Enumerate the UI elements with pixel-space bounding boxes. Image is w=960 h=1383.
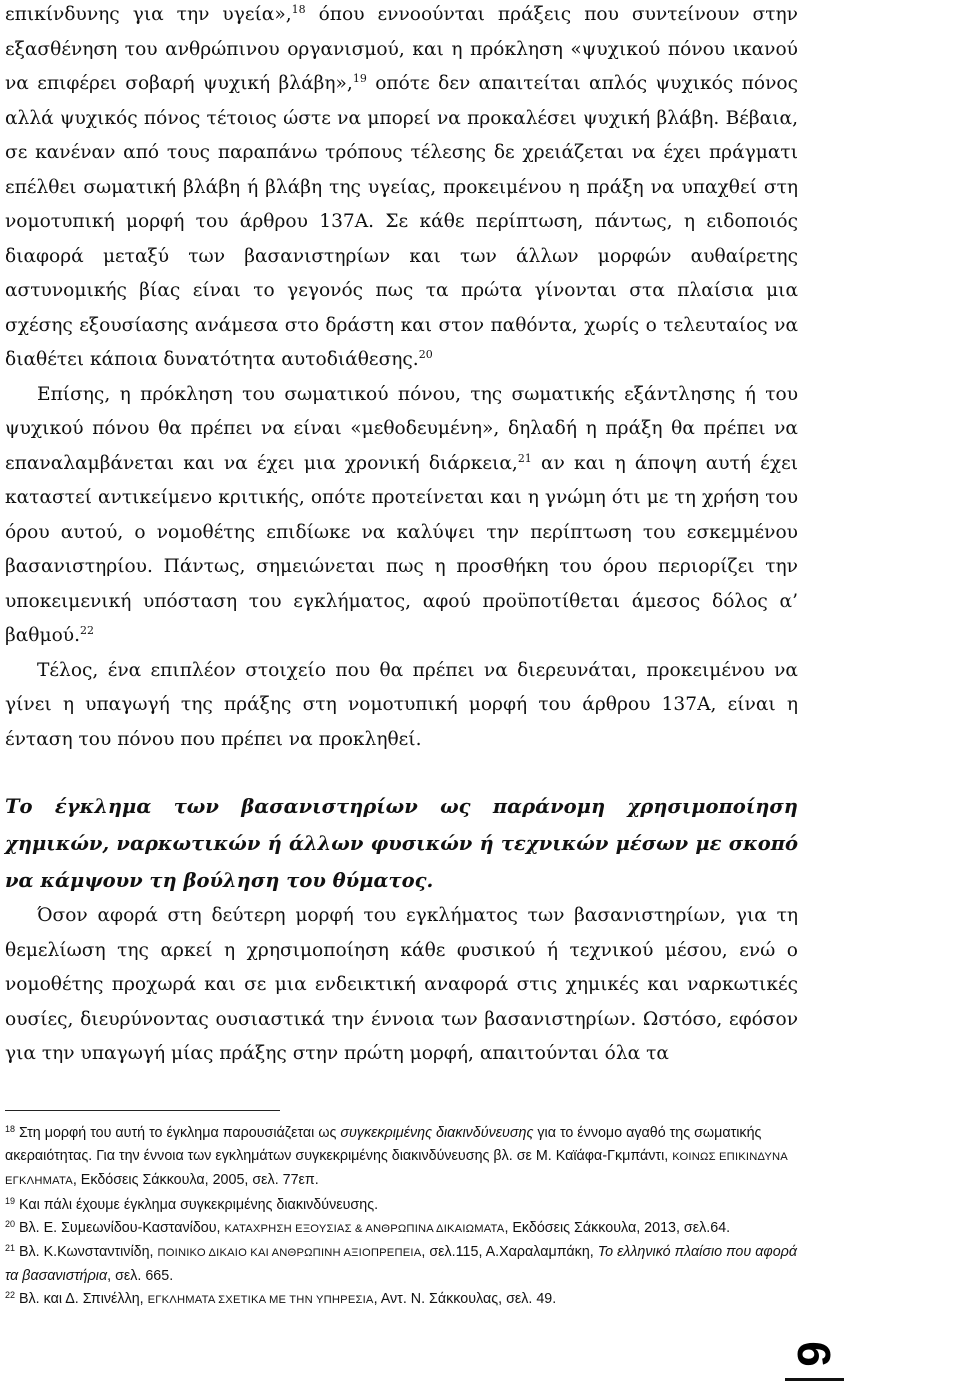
footnote-number: 20 [5,1218,16,1229]
footnote-book-title: ΠΟΙΝΙΚΟ ΔΙΚΑΙΟ ΚΑΙ ΑΝΘΡΩΠΙΝΗ ΑΞΙΟΠΡΕΠΕΙΑ [157,1247,422,1260]
paragraph-1 [5,0,798,378]
footnote-ref-19[interactable]: 19 [352,72,367,85]
footnote-text: , σελ. 665. [107,1268,174,1285]
main-text-continued [5,899,798,1072]
footnote-italic: Το ελληνικό πλαίσιο που αφορά τα βασανιστήρια [5,1244,797,1285]
footnote-text: , σελ.115, Α.Χαραλαμπάκη, [421,1244,598,1261]
footnote-number: 19 [5,1195,16,1206]
footnote-book-title: ΚΑΤΑΧΡΗΣΗ ΕΞΟΥΣΙΑΣ & ΑΝΘΡΩΠΙΝΑ ΔΙΚΑΙΩΜΑΤΑ [224,1222,505,1235]
footnote-text: Βλ. Κ.Κωνσταντινίδη, [15,1244,158,1261]
footnote-number: 21 [5,1243,16,1254]
footnote-number: 18 [5,1124,16,1134]
footnote-ref-18[interactable]: 18 [291,3,306,16]
footnote-text: , Εκδόσεις Σάκκουλα, 2005, σελ. 77επ. [72,1172,319,1189]
paragraph-1-text: όπου εννοούνται πράξεις που συντείνουν στην εξασθένηση του ανθρώπινου οργανισμού, και η πρόκληση «ψυχικού πόνου ικανού να επιφέρει σοβαρή ψυχική βλάβη», [5,4,798,94]
footnote-20 [5,1217,798,1241]
footnote-18 [5,1122,798,1194]
footnote-text: Στη μορφή του αυτή το έγκλημα παρουσιάζεται ως [15,1125,341,1141]
paragraph-2-text: αν και η άποψη αυτή έχει καταστεί αντικείμενο κριτικής, οπότε προτείνεται και η γνώμη ότι με τη χρήση του όρου αυτού, ο νομοθέτης επιδίωκε να καλύψει την περίπτωση του εσκεμμένου βασανιστηρίου. Πάντως, σημειώνεται πως η προσθήκη του όρου περιορίζει την υποκειμενική υπόσταση του εγκλήματος, αφού προϋποτίθεται άμεσος δόλος α’ βαθμού. [5,452,799,646]
footnote-text: Και πάλι έχουμε έγκλημα συγκεκριμένης διακινδύνευσης. [15,1196,379,1213]
footnote-19 [5,1194,798,1217]
footnote-book-title: ΚΟΙΝΩΣ ΕΠΙΚΙΝΔΥΝΑ ΕΓΚΛΗΜΑΤΑ [5,1151,788,1188]
footnote-21 [5,1241,798,1288]
footnote-22 [5,1288,798,1312]
footnote-italic: συγκεκριμένης διακινδύνευσης [340,1125,534,1141]
paragraph-1-text: οπότε δεν απαιτείται απλός ψυχικός πόνος αλλά ψυχικός πόνος τέτοιος ώστε να μπορεί να προκαλέσει ψυχική βλάβη. Βέβαια, σε κανέναν από τους παραπάνω τρόπους τέλεσης δε χρειάζεται να έχει πράγματι επέλθει σωματική βλάβη ή βλάβη της υγείας, προκειμένου η πράξη να υπαχθεί στη νομοτυπική μορφή του άρθρου 137Α. Σε κάθε περίπτωση, πάντως, η ειδοποιός διαφορά μεταξύ των βασανιστηρίων και των άλλων μορφών αυθαίρετης αστυνομικής βίας είναι το γεγονός πως τα πρώτα γίνονται στα πλαίσια μια σχέσης εξουσίασης ανάμεσα στο δράστη και στον παθόντα, χωρίς ο τελευταίος να διαθέτει κάποια δυνατότητα αυτοδιάθεσης. [5,73,798,370]
footnote-ref-22[interactable]: 22 [80,624,94,637]
paragraph-4: Όσον αφορά στη δεύτερη μορφή του εγκλήματος των βασανιστηρίων, για τη θεμελίωση της αρκεί η χρησιμοποίηση κάθε φυσικού ή τεχνικού μέσου, ενώ ο νομοθέτης προχωρά και σε μια ενδεικτική αναφορά στις χημικές και ναρκωτικές ουσίες, διευρύνοντας ουσιαστικά την έννοια των βασανιστηρίων. Ωστόσο, εφόσον για την υπαγωγή μίας πράξης στην πρώτη μορφή, απαιτούνται όλα τα [5,905,798,1064]
footnote-text: για το έννομο αγαθό της σωματικής ακεραιότητας. Για την έννοια των εγκλημάτων συγκεκριμένης διακινδύνευσης βλ. σε Μ. Καϊάφα-Γκμπάντι, [5,1125,762,1165]
footnote-text: Βλ. και Δ. Σπινέλλη, [15,1291,148,1308]
paragraph-2 [5,378,798,654]
section-heading: Το έγκλημα των βασανιστηρίων ως παράνομη χρησιμοποίηση χημικών, ναρκωτικών ή άλλων φυσικών ή τεχνικών μέσων με σκοπό να κάμψουν τη βούληση του θύματος. [5,795,798,892]
footnote-number: 22 [5,1290,16,1301]
footnote-ref-21[interactable]: 21 [517,451,532,465]
footnote-book-title: ΕΓΚΛΗΜΑΤΑ ΣΧΕΤΙΚΑ ΜΕ ΤΗΝ ΥΠΗΡΕΣΙΑ [147,1294,374,1307]
footnotes [5,1122,798,1313]
page-number-bar [785,1378,844,1381]
paragraph-3: Τέλος, ένα επιπλέον στοιχείο που θα πρέπει να διερευνάται, προκειμένου να γίνει η υπαγωγή της πράξης στη νομοτυπική μορφή του άρθρου 137Α, είναι η ένταση του πόνου που πρέπει να προκληθεί. [5,659,798,750]
document-page [5,0,798,1072]
footnote-ref-20[interactable]: 20 [418,348,433,361]
paragraph-2-text: Επίσης, η πρόκληση του σωματικού πόνου, της σωματικής εξάντλησης ή του ψυχικού πόνου θα πρέπει να είναι «μεθοδευμένη», δηλαδή η πράξη θα πρέπει να επαναλαμβάνεται και να έχει μια χρονική διάρκεια, [5,383,798,474]
footnote-text: , Αντ. Ν. Σάκκουλας, σελ. 49. [373,1291,557,1308]
footnote-text: Βλ. Ε. Συμεωνίδου-Καστανίδου, [15,1219,225,1236]
page-number: 9 [788,1341,840,1367]
footnote-separator [5,1110,280,1111]
main-text [5,0,798,757]
paragraph-1-text: επικίνδυνης για την υγεία», [5,4,292,25]
footnote-text: , Εκδόσεις Σάκκουλα, 2013, σελ.64. [504,1219,731,1236]
